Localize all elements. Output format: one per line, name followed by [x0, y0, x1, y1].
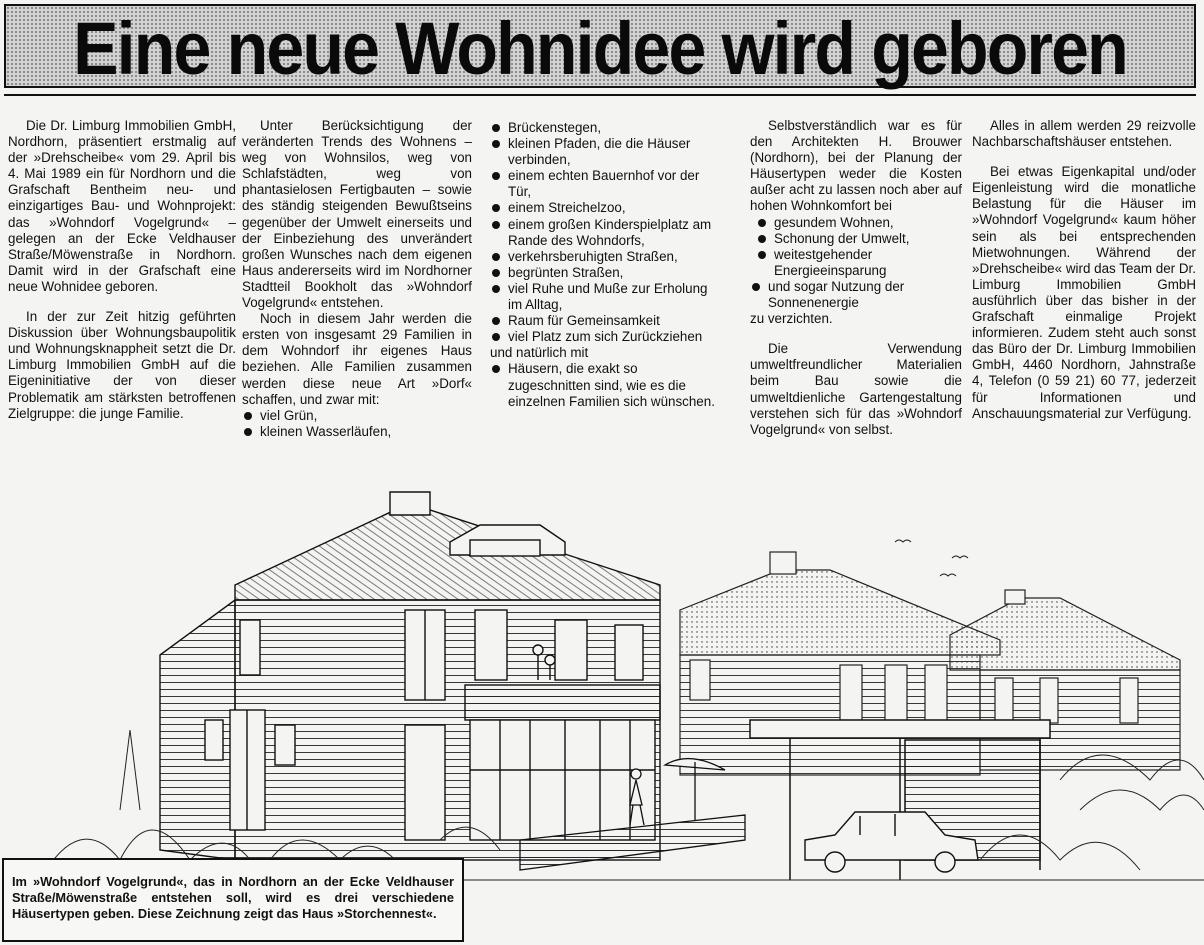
article-column-3: [490, 120, 720, 410]
list-item: einem echten Bauernhof vor der Tür,: [490, 168, 720, 200]
paragraph: Selbstverständlich war es für den Architekten H. Brouwer (Nordhorn), bei der Planung der Häusertypen weder die Kosten außer acht zu lassen noch aber auf hohen Wohnkomfort bei: [750, 118, 962, 214]
paragraph: In der zur Zeit hitzig geführten Diskussion über Wohnungsbaupolitik und Wohnungsknappheit setzt die Dr. Limburg Immobilien GmbH auf die Eigeninitiative der von dieser Problematik am stärksten betroffenen Zielgruppe: die junge Familie.: [8, 309, 236, 421]
article-column-2: [242, 118, 472, 440]
list-item: weitestgehender Energieeinsparung: [756, 247, 962, 279]
list-item: viel Platz zum sich Zurückziehen: [490, 329, 720, 345]
list-item: kleinen Pfaden, die die Häuser verbinden,: [490, 136, 720, 168]
birds: [895, 540, 968, 576]
text-line: und natürlich mit: [490, 345, 589, 361]
main-house: [160, 492, 660, 860]
list-item: Raum für Gemeinsamkeit: [490, 313, 720, 329]
bullet-list: [490, 361, 720, 409]
list-item: viel Grün,: [242, 408, 472, 424]
list-item: Schonung der Umwelt,: [756, 231, 962, 247]
bullet-list: [756, 215, 962, 312]
paragraph: Unter Berücksichtigung der veränderten Trends des Wohnens – weg von Wohnsilos, weg von Schlafstädten, weg von phantasielosen Fertigbauten – sowie des ständig steigenden Bewußtseins gegenüber der Umwelt einerseits und der Einbeziehung des unverändert großen Wunsches nach dem eigenen Haus andererseits wird im Nordhorner Stadtteil Bookholt das »Wohndorf Vogelgrund« entstehen.: [242, 118, 472, 311]
list-item: Häusern, die exakt so zugeschnitten sind, wie es die einzelnen Familien sich wünschen.: [490, 361, 720, 409]
headline-banner: [4, 4, 1196, 88]
article-column-5: [972, 118, 1196, 436]
bullet-list: [490, 120, 720, 345]
list-item: einem großen Kinderspielplatz am Rande des Wohndorfs,: [490, 217, 720, 249]
list-item: begrünten Straßen,: [490, 265, 720, 281]
list-item: Brückenstegen,: [490, 120, 720, 136]
list-item: einem Streichelzoo,: [490, 200, 720, 216]
caption-box: [2, 858, 464, 942]
list-item: kleinen Wasserläufen,: [242, 424, 472, 440]
list-item: verkehrsberuhigten Straßen,: [490, 249, 720, 265]
paragraph: Die Dr. Limburg Immobilien GmbH, Nordhorn, präsentiert erstmalig auf der »Drehscheibe« vom 29. April bis 4. Mai 1989 ein für Nordhorn und die Grafschaft Bentheim neu- und einzigartiges Bau- und Wohnprojekt: das »Wohndorf Vogelgrund« – gelegen an der Ecke Veldhauser Straße/Möwenstraße in Nordhorn. Damit wird in der Grafschaft eine neue Wohnidee geboren.: [8, 118, 236, 294]
paragraph: Bei etwas Eigenkapital und/oder Eigenleistung wird die monatliche Belastung für die Häuser im »Wohndorf Vogelgrund« kaum höher sein als bei entsprechenden Mietwohnungen. Während der »Drehscheibe« wird das Team der Dr. Limburg Immobilien GmbH ausführlich über das bisher in der Grafschaft einmalige Projekt informieren. Zudem steht auch sonst das Büro der Dr. Limburg Immobilien GmbH, 4460 Nordhorn, Jahnstraße 4, Telefon (0 59 21) 60 77, jederzeit für Informationen und Anschauungsmaterial zur Verfügung.: [972, 164, 1196, 421]
image-caption: Im »Wohndorf Vogelgrund«, das in Nordhorn an der Ecke Veldhauser Straße/Möwenstraße entstehen soll, wird es drei verschiedene Häusertypen geben. Diese Zeichnung zeigt das Haus »Storchennest«.: [12, 874, 454, 921]
article-column-1: [8, 118, 236, 436]
headline: Eine neue Wohnidee wird geboren: [73, 7, 1127, 90]
list-item: und sogar Nutzung der Sonnenenergie: [750, 279, 962, 311]
paragraph: Noch in diesem Jahr werden die ersten von insgesamt 29 Familien in dem Wohndorf ihr eigenes Haus beziehen. Alle Familien zusammen werden diese neue Art »Dorf« schaffen, und zwar mit:: [242, 311, 472, 407]
text-line: zu verzichten.: [750, 311, 833, 327]
list-item: viel Ruhe und Muße zur Erholung im Alltag,: [490, 281, 720, 313]
bullet-list: [242, 408, 472, 440]
paragraph: Die Verwendung umweltfreundlicher Materialien beim Bau sowie die umweltdienliche Gartengestaltung verstehen sich für das »Wohndorf Vogelgrund« von selbst.: [750, 341, 962, 437]
list-item: gesundem Wohnen,: [756, 215, 962, 231]
headline-rule: [4, 94, 1196, 96]
paragraph: Alles in allem werden 29 reizvolle Nachbarschaftshäuser entstehen.: [972, 118, 1196, 150]
article-column-4: [750, 118, 962, 452]
